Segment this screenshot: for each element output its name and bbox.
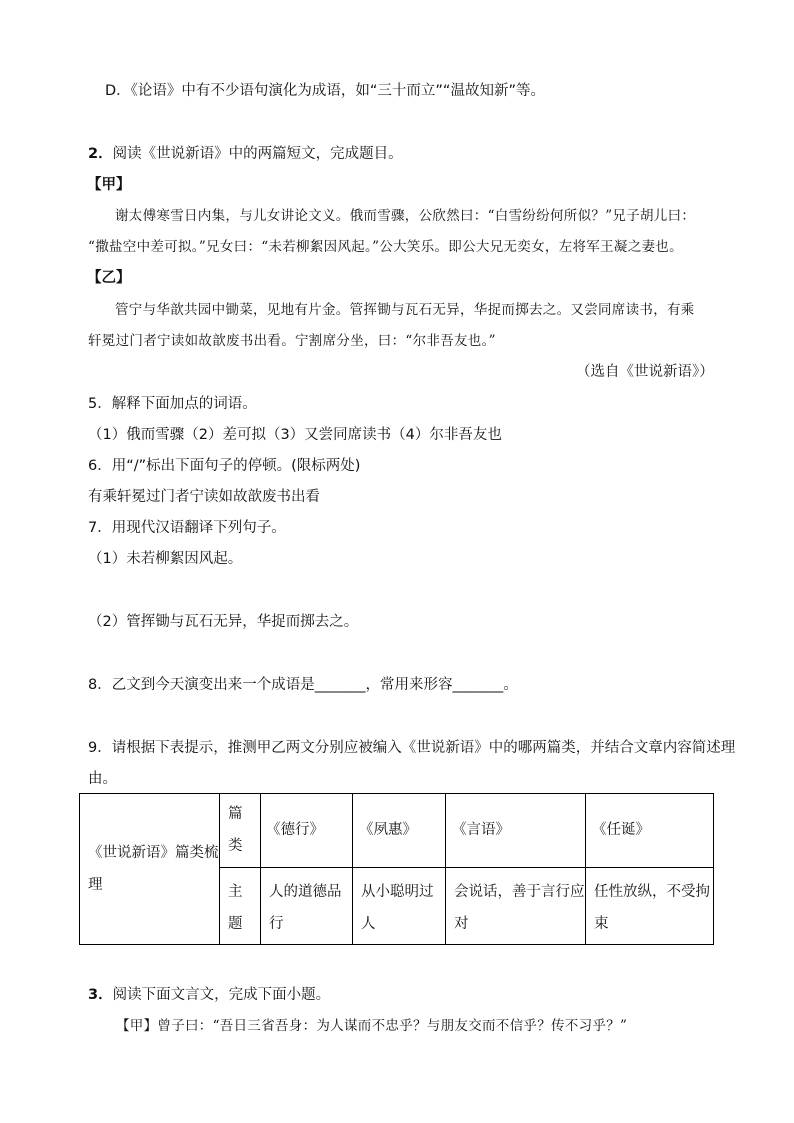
theme-rendan-line-1: 任性放纵，不受拘	[594, 884, 710, 900]
passage-jia-line-2: “撒盐空中差可拟。”兄女曰：“未若柳絮因风起。”公大笑乐。即公大兄无奕女，左将军王凝之妻也。	[88, 239, 683, 255]
theme-dexing-line-2: 行	[269, 916, 284, 932]
passage-jia-line-1: 谢太傅寒雪日内集，与儿女讲论文义。俄而雪骤，公欣然曰：“白雪纷纷何所似？”兄子胡儿曰：	[115, 208, 696, 224]
passage-yi-line-1: 管宁与华歆共园中锄菜，见地有片金。管挥锄与瓦石无异，华捉而掷去之。又尝同席读书，有乘	[115, 302, 695, 318]
question-2-number: 2．	[88, 146, 113, 162]
passage-source: （选自《世说新语》）	[576, 364, 714, 380]
passage-jia-label: 【甲】	[87, 177, 131, 193]
passage-yi-label: 【乙】	[87, 270, 131, 286]
theme-dexing-line-1: 人的道德品	[269, 884, 342, 900]
row-label-category-1: 篇	[228, 806, 243, 822]
theme-suhui-line-2: 人	[361, 916, 376, 932]
table-header-line-1: 《世说新语》篇类梳	[88, 845, 219, 861]
question-9-line-1: 9．请根据下表提示，推测甲乙两文分别应被编入《世说新语》中的哪两篇类，并结合文章内容简述理	[88, 740, 736, 756]
option-d: D．《论语》中有不少语句演化为成语，如“三十而立”“温故知新”等。	[105, 83, 545, 99]
question-2-prompt: 阅读《世说新语》中的两篇短文，完成题目。	[112, 146, 403, 162]
category-dexing: 《德行》	[266, 822, 324, 838]
theme-rendan-line-2: 束	[594, 916, 609, 932]
row-label-theme-1: 主	[228, 884, 243, 900]
category-table	[79, 793, 714, 945]
question-3-heading	[88, 985, 330, 1005]
question-7-item-1: （1）未若柳絮因风起。	[88, 551, 243, 567]
table-header-line-2: 理	[88, 877, 103, 893]
question-9-line-2: 由。	[88, 771, 117, 787]
table-divider	[219, 794, 220, 944]
question-7-item-2: （2）管挥锄与瓦石无异，华捉而掷去之。	[88, 614, 359, 630]
theme-yanyu-line-1: 会说话，善于言行应	[454, 884, 585, 900]
category-rendan: 《任诞》	[592, 822, 650, 838]
row-label-category-2: 类	[228, 838, 243, 854]
category-yanyu: 《言语》	[452, 822, 510, 838]
question-3-passage-jia: 【甲】曾子曰：“吾日三省吾身：为人谋而不忠乎？与朋友交而不信乎？传不习乎？”	[116, 1018, 628, 1034]
table-divider	[585, 794, 586, 944]
question-5: 5．解释下面加点的词语。	[88, 396, 257, 412]
table-divider	[219, 867, 714, 868]
theme-suhui-line-1: 从小聪明过	[361, 884, 434, 900]
question-6: 6．用“/”标出下面句子的停顿。(限标两处)	[88, 458, 361, 474]
table-divider	[445, 794, 446, 944]
question-8: 8．乙文到今天演变出来一个成语是_______，常用来形容_______。	[88, 677, 518, 693]
question-3-prompt: 阅读下面文言文，完成下面小题。	[112, 987, 331, 1003]
question-5-items: （1）俄而雪骤（2）差可拟（3）又尝同席读书（4）尔非吾友也	[88, 427, 502, 443]
table-divider	[260, 794, 261, 944]
question-2-heading	[88, 144, 403, 164]
question-7: 7．用现代汉语翻译下列句子。	[88, 520, 286, 536]
passage-yi-line-2: 轩冕过门者宁读如故歆废书出看。宁割席分坐，曰：“尔非吾友也。”	[88, 333, 496, 349]
category-suhui: 《夙惠》	[359, 822, 417, 838]
theme-yanyu-line-2: 对	[454, 916, 469, 932]
row-label-theme-2: 题	[228, 916, 243, 932]
question-6-sentence: 有乘轩冕过门者宁读如故歆废书出看	[88, 489, 320, 505]
table-divider	[352, 794, 353, 944]
question-3-number: 3．	[88, 987, 113, 1003]
